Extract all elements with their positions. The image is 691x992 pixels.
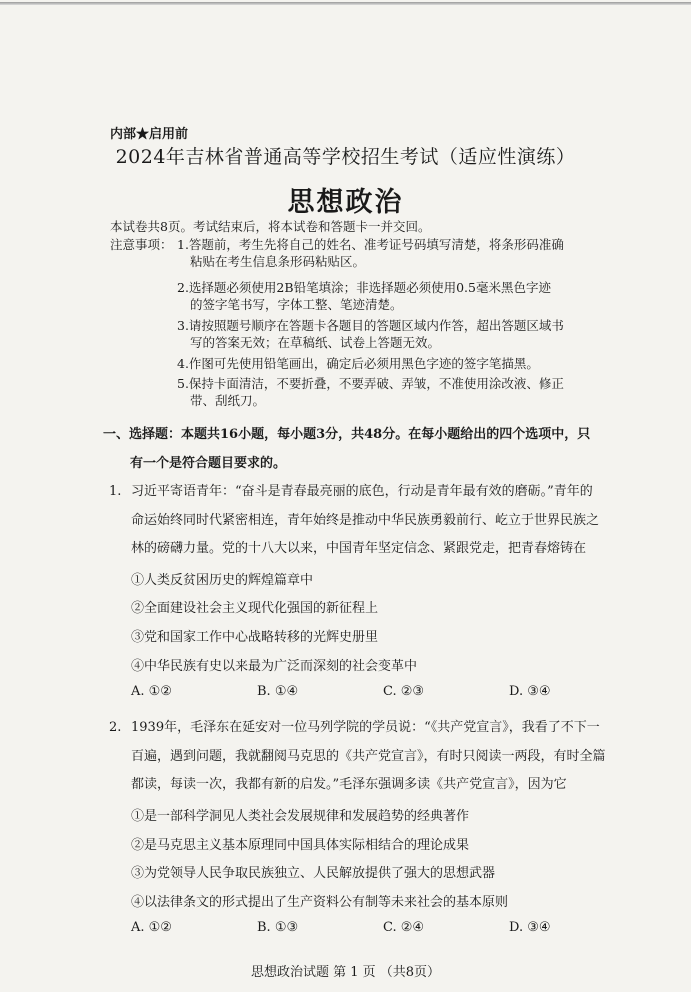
question-2-line-3: 都读，每读一次，我都有新的启发。”毛泽东强调多读《共产党宣言》，因为它 xyxy=(131,777,567,792)
subject-title: 思想政治 xyxy=(287,187,404,218)
confidential-label: 内部★启用前 xyxy=(110,127,189,142)
question-1-line-2: 命运始终同时代紧密相连，青年始终是推动中华民族勇毅前行、屹立于世界民族之 xyxy=(131,512,600,528)
question-1-choice-d: D. ③④ xyxy=(509,684,551,699)
note-4-line-1: 4.作图可先使用铅笔画出，确定后必须用黑色字迹的签字笔描黑。 xyxy=(177,356,539,371)
question-2-number: 2. xyxy=(109,720,122,735)
note-1-line-1: 1.答题前，考生先将自己的姓名、准考证号码填写清楚，将条形码准确 xyxy=(177,237,564,252)
note-1-line-2: 粘贴在考生信息条形码粘贴区。 xyxy=(190,254,366,269)
question-1-line-1: 习近平寄语青年：“奋斗是青春最亮丽的底色，行动是青年最有效的磨砺。”青年的 xyxy=(131,484,593,499)
section-heading-line-1: 一、选择题：本题共16小题，每小题3分，共48分。在每小题给出的四个选项中，只 xyxy=(103,427,591,442)
note-5 xyxy=(177,375,564,409)
question-2-stem xyxy=(109,714,606,800)
question-1-stem xyxy=(109,478,599,564)
question-1-choice-c: C. ②③ xyxy=(383,684,425,699)
notes-label: 注意事项： xyxy=(110,237,173,252)
section-heading-line-2: 有一个是符合题目要求的。 xyxy=(130,456,287,471)
question-2-line-1: 1939年，毛泽东在延安对一位马列学院的学员说：“《共产党宣言》，我看了不下一 xyxy=(131,720,600,735)
note-2-line-2: 的签字笔书写，字体工整、笔迹清楚。 xyxy=(190,297,403,312)
note-5-line-1: 5.保持卡面清洁，不要折叠，不要弄破、弄皱，不准使用涂改液、修正 xyxy=(177,376,564,391)
note-2 xyxy=(177,279,551,313)
question-1-option-1: ①人类反贫困历史的辉煌篇章中 xyxy=(131,573,314,588)
question-1-option-4: ④中华民族有史以来最为广泛而深刻的社会变革中 xyxy=(131,659,418,674)
scan-edge xyxy=(0,2,691,5)
question-2-option-1: ①是一部科学洞见人类社会发展规律和发展趋势的经典著作 xyxy=(131,809,470,824)
question-2-choice-a: A. ①② xyxy=(131,920,172,935)
question-1-number: 1. xyxy=(109,484,122,499)
note-2-line-1: 2.选择题必须使用2B铅笔填涂；非选择题必须使用0.5毫米黑色字迹 xyxy=(177,280,551,295)
intro-text: 本试卷共8页。考试结束后，将本试卷和答题卡一并交回。 xyxy=(110,219,431,234)
question-2-option-3: ③为党领导人民争取民族独立、人民解放提供了强大的思想武器 xyxy=(131,866,496,881)
question-2-line-2: 百遍，遇到问题，我就翻阅马克思的《共产党宣言》，有时只阅读一两段，有时全篇 xyxy=(131,748,606,764)
question-2-option-2: ②是马克思主义基本原理同中国具体实际相结合的理论成果 xyxy=(131,838,470,853)
question-1-option-2: ②全面建设社会主义现代化强国的新征程上 xyxy=(131,601,379,616)
question-2-choice-c: C. ②④ xyxy=(383,920,425,935)
question-1-line-3: 林的磅礴力量。党的十八大以来，中国青年坚定信念、紧跟党走，把青春熔铸在 xyxy=(131,541,587,556)
question-1-choice-b: B. ①④ xyxy=(257,684,299,699)
note-4 xyxy=(177,355,539,372)
question-1-choice-a: A. ①② xyxy=(131,684,172,699)
note-5-line-2: 带、刮纸刀。 xyxy=(190,393,266,408)
question-1-option-3: ③党和国家工作中心战略转移的光辉史册里 xyxy=(131,630,379,645)
note-1 xyxy=(177,236,564,270)
page-footer: 思想政治试题 第 1 页 （共8页） xyxy=(250,965,441,980)
section-heading xyxy=(103,420,590,478)
note-3-line-1: 3.请按照题号顺序在答题卡各题目的答题区域内作答，超出答题区域书 xyxy=(177,318,564,333)
question-2-choice-d: D. ③④ xyxy=(509,920,551,935)
question-2-option-4: ④以法律条文的形式提出了生产资料公有制等未来社会的基本原则 xyxy=(131,895,509,910)
note-3-line-2: 写的答案无效；在草稿纸、试卷上答题无效。 xyxy=(190,335,441,350)
note-3 xyxy=(177,317,564,351)
question-2-choice-b: B. ①③ xyxy=(257,920,299,935)
exam-title: 2024年吉林省普通高等学校招生考试（适应性演练） xyxy=(115,146,576,168)
